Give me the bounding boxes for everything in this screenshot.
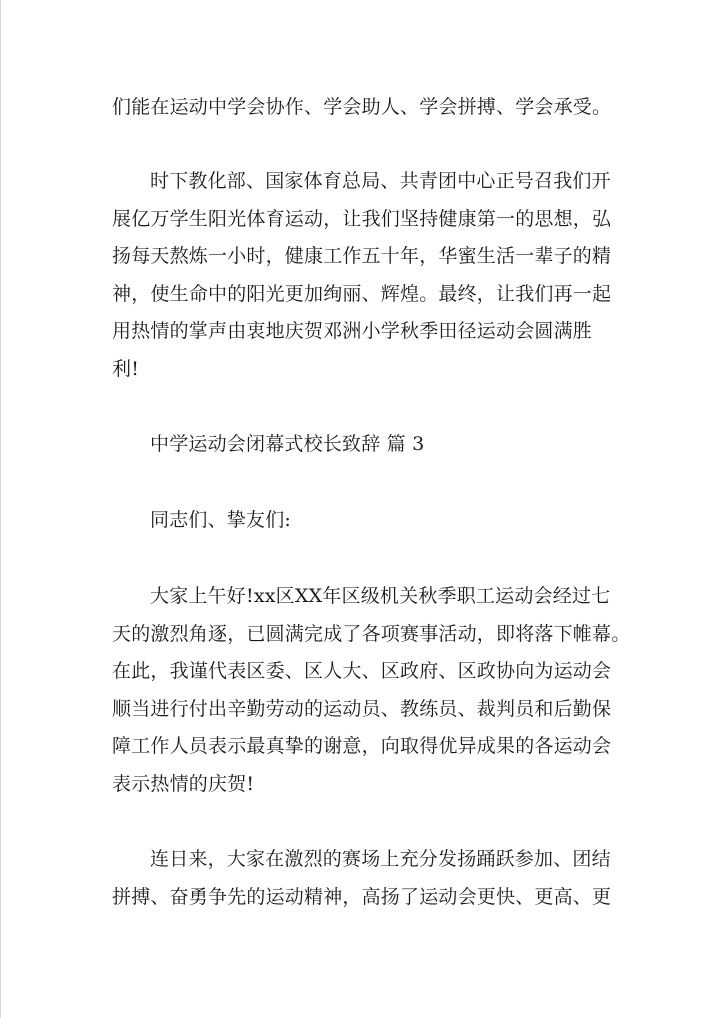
- paragraph-1: [112, 163, 612, 388]
- paragraph-line: 在此，我谨代表区委、区人大、区政府、区政协向为运动会: [112, 660, 612, 682]
- page-left-border: [0, 0, 1, 1018]
- paragraph-line: 们能在运动中学会协作、学会助人、学会拼搏、学会承受。: [112, 96, 612, 118]
- paragraph-line: 连日来，大家在激烈的赛场上充分发扬踊跃参加、团结: [150, 848, 611, 870]
- paragraph-3: [112, 841, 612, 916]
- paragraph-line: 扬每天熬炼一小时，健康工作五十年，华蜜生活一辈子的精: [112, 245, 612, 267]
- paragraph-line: 大家上午好!xx区XX年区级机关秋季职工运动会经过七: [150, 585, 611, 607]
- section-heading: 中学运动会闭幕式校长致辞 篇 3: [150, 433, 425, 455]
- paragraph-line: 拼搏、奋勇争先的运动精神，高扬了运动会更快、更高、更: [112, 885, 612, 908]
- paragraph-line: 表示热情的庆贺!: [112, 772, 255, 795]
- paragraph-line: 天的激烈角逐，已圆满完成了各项赛事活动，即将落下帷幕。: [112, 622, 631, 645]
- paragraph-line: 神，使生命中的阳光更加绚丽、辉煌。最终，让我们再一起: [112, 282, 612, 305]
- paragraph-line: 障工作人员表示最真挚的谢意，向取得优异成果的各运动会: [112, 735, 612, 757]
- paragraph-2: [112, 578, 631, 803]
- salutation: 同志们、挚友们:: [150, 509, 292, 531]
- paragraph-line: 顺当进行付出辛勤劳动的运动员、教练员、裁判员和后勤保: [112, 697, 612, 720]
- paragraph-line: 利!: [112, 357, 140, 380]
- paragraph-line: 用热情的掌声由衷地庆贺邓洲小学秋季田径运动会圆满胜: [112, 320, 593, 342]
- paragraph-line: 展亿万学生阳光体育运动，让我们坚持健康第一的思想，弘: [112, 207, 612, 230]
- paragraph-line: 时下教化部、国家体育总局、共青团中心正号召我们开: [150, 170, 611, 192]
- paragraph-continuation: [112, 89, 612, 127]
